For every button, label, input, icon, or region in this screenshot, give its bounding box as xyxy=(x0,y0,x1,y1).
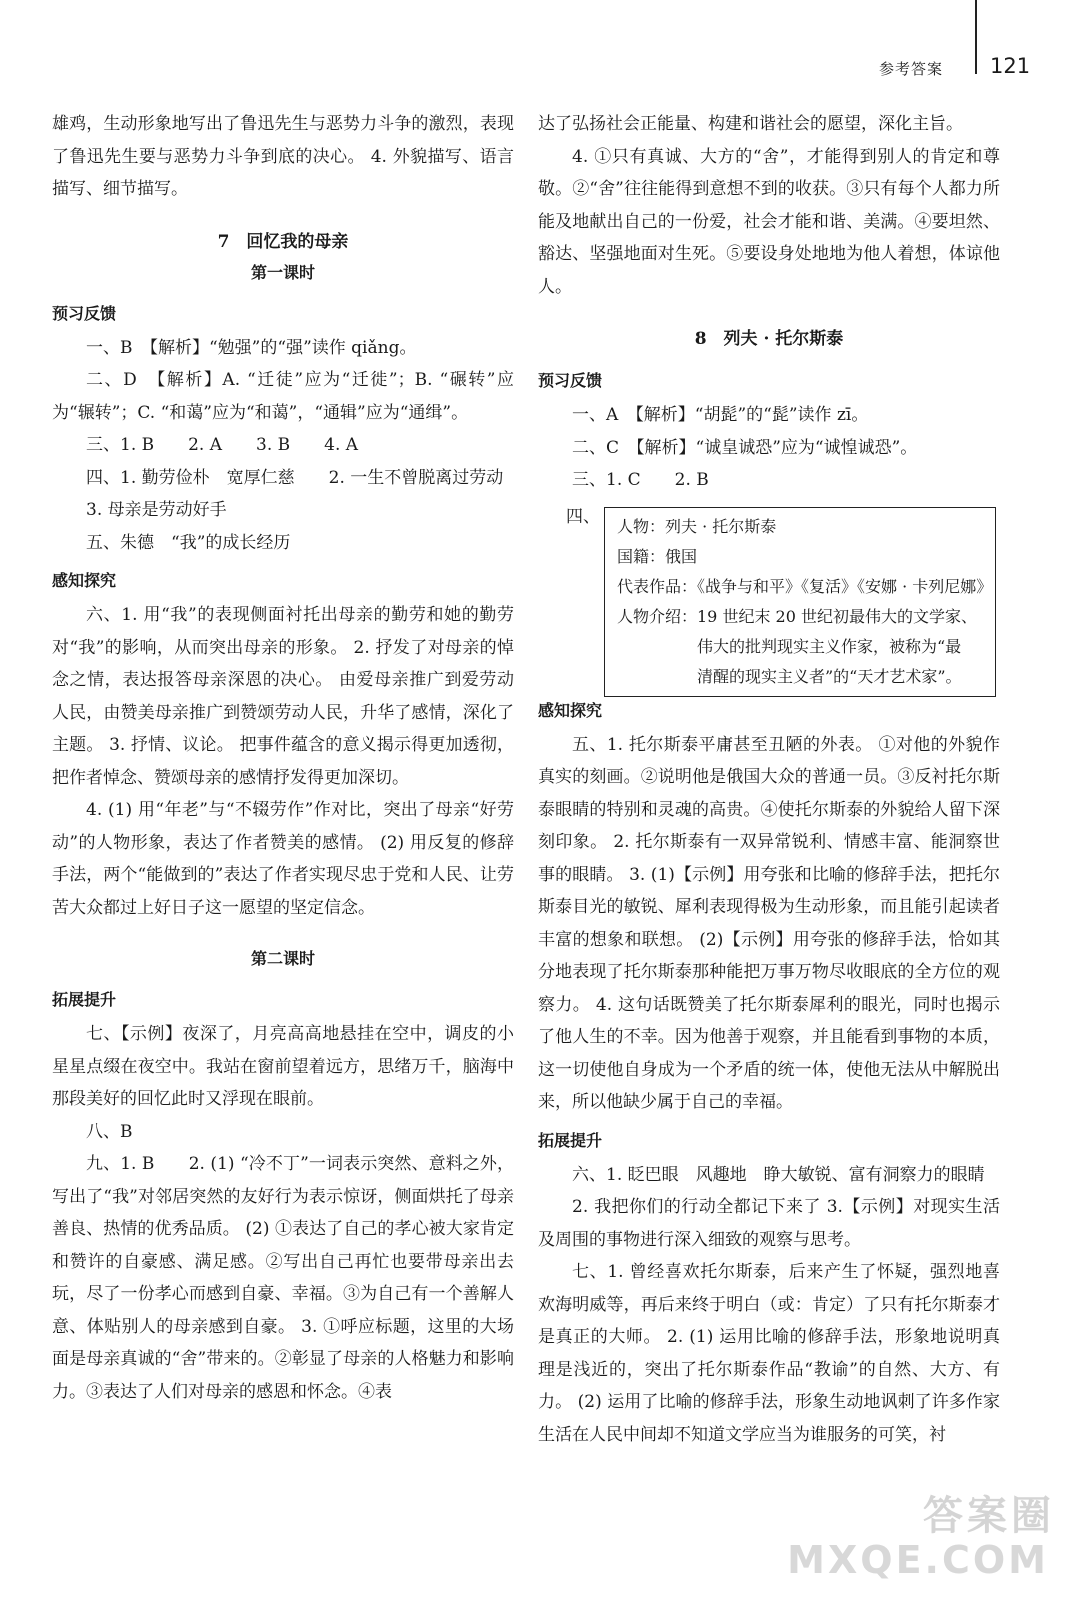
answer-item: 4. ①只有真诚、大方的“舍”，才能得到别人的肯定和尊敬。②“舍”往往能得到意想不到的收获。③只有每个人都力所能及地献出自己的一份爱，社会才能和谐、美满。④要坦然、豁达、坚强地面对生死。⑤要设身处地地为他人着想，体谅他人。 xyxy=(538,146,1000,297)
left-column xyxy=(52,108,514,1408)
answer-item: 七、1. 曾经喜欢托尔斯泰，后来产生了怀疑，强烈地喜欢海明威等，再后来终于明白（或：肯定）了只有托尔斯泰才是真正的大师。 2. (1) 运用比喻的修辞手法，形象地说明真理是浅近的，突出了托尔斯泰作品“教谕”的自然、大方、有力。 (2) 运用了比喻的修辞手法，形象生动地讽刺了许多作家生活在人民中间却不知道文学应当为谁服务的可笑，衬 xyxy=(538,1262,1000,1445)
page-number: 121 xyxy=(990,54,1031,78)
info-box-wrapper xyxy=(538,499,1000,687)
answer-item: 五、1. 托尔斯泰平庸甚至丑陋的外表。 ①对他的外貌作真实的刻画。②说明他是俄国大众的普通一员。③反衬托尔斯泰眼睛的特别和灵魂的高贵。④使托尔斯泰的外貌给人留下深刻印象。 2. 托尔斯泰有一双异常锐利、情感丰富、能洞察世事的眼睛。 3. (1)【示例】用夸张和比喻的修辞手法，把托尔斯泰目光的敏锐、犀利表现得极为生动形象，而且能引起读者丰富的想象和联想。 (2)【示例】用夸张的修辞手法，恰如其分地表现了托尔斯泰那种能把万事万物尽收眼底的全方位的观察力。 4. 这句话既赞美了托尔斯泰犀利的眼光，同时也揭示了他人生的不幸。因为他善于观察，并且能看到事物的本质，这一切使他自身成为一个矛盾的统一体，使他无法从中解脱出来，所以他缺少属于自己的幸福。 xyxy=(538,734,1000,1112)
answer-item: 二、D 【解析】A. “迁徒”应为“迁徙”；B. “碾转”应为“辗转”；C. “和蔼”应为“和蔼”，“通辑”应为“通缉”。 xyxy=(52,370,514,423)
box-nationality: 国籍：俄国 xyxy=(617,546,698,566)
tolstoy-info-box xyxy=(604,507,996,697)
second-period-heading: 第二课时 xyxy=(250,949,315,968)
paragraph: 雄鸡，生动形象地写出了鲁迅先生与恶势力斗争的激烈，表现了鲁迅先生要与恶势力斗争到底的决心。 4. 外貌描写、语言描写、细节描写。 xyxy=(52,114,514,199)
box-person: 人物：列夫 · 托尔斯泰 xyxy=(617,516,777,536)
page-header xyxy=(0,0,1083,100)
answer-item: 三、1. C 2. B xyxy=(572,470,709,490)
answer-item: 二、C 【解析】“诚皇诚恐”应为“诚惶诚恐”。 xyxy=(572,437,918,458)
answer-item: 五、朱德 “我”的成长经历 xyxy=(86,532,291,553)
section-heading-explore: 感知探究 xyxy=(538,700,603,720)
box-intro: 清醒的现实主义者”的“天才艺术家”。 xyxy=(697,666,962,686)
answer-item: 2. 我把你们的行动全都记下来了 3.【示例】对现实生活及周围的事物进行深入细致的观察与思考。 xyxy=(538,1197,1000,1250)
right-column xyxy=(538,108,1000,1451)
answer-item: 九、1. B 2. (1) “冷不丁”一词表示突然、意料之外，写出了“我”对邻居突然的友好行为表示惊讶，侧面烘托了母亲善良、热情的优秀品质。 (2) ①表达了自己的孝心被大家肯定和赞许的自豪感、满足感。②写出自己再忙也要带母亲出去玩，尽了一份孝心而感到自豪、幸福。③为自己有一个善解人意、体贴别人的母亲感到自豪。 3. ①呼应标题，这里的大场面是母亲真诚的“舍”带来的。②彰显了母亲的人格魅力和影响力。③表达了人们对母亲的感恩和怀念。④表 xyxy=(52,1154,514,1402)
section-heading-preview: 预习反馈 xyxy=(52,303,117,323)
answer-item: 四、1. 勤劳俭朴 宽厚仁慈 2. 一生不曾脱离过劳动 xyxy=(86,467,504,488)
box-works: 代表作品：《战争与和平》《复活》《安娜 · 卡列尼娜》 xyxy=(617,576,993,596)
box-label: 四、 xyxy=(566,506,600,527)
answer-item: 一、B 【解析】“勉强”的“强”读作 qiǎng。 xyxy=(86,337,417,358)
box-intro: 人物介绍：19 世纪末 20 世纪初最伟大的文学家、 xyxy=(617,606,977,626)
lesson-8-title: 8 列夫 · 托尔斯泰 xyxy=(694,329,844,349)
section-heading-extend: 拓展提升 xyxy=(52,990,117,1009)
answer-item: 一、A 【解析】“胡髭”的“髭”读作 zī。 xyxy=(572,405,869,425)
header-divider xyxy=(975,0,977,74)
section-heading-explore: 感知探究 xyxy=(52,571,117,590)
header-title: 参考答案 xyxy=(878,60,943,78)
watermark-logo xyxy=(787,1476,1063,1586)
lesson-7-title: 7 回忆我的母亲 xyxy=(217,231,349,252)
box-intro: 伟大的批判现实主义作家，被称为“最 xyxy=(697,636,962,656)
answer-item: 八、B xyxy=(86,1121,133,1142)
paragraph: 达了弘扬社会正能量、构建和谐社会的愿望，深化主旨。 xyxy=(538,114,963,134)
section-heading-extend: 拓展提升 xyxy=(538,1130,603,1150)
answer-item: 三、1. B 2. A 3. B 4. A xyxy=(86,435,359,455)
first-period-heading: 第一课时 xyxy=(250,262,315,282)
answer-item: 六、1. 用“我”的表现侧面衬托出母亲的勤劳和她的勤劳对“我”的影响，从而突出母亲的形象。 2. 抒发了对母亲的悼念之情，表达报答母亲深恩的决心。 由爱母亲推广到爱劳动人民，由赞美母亲推广到赞颂劳动人民，升华了感情，深化了主题。 3. 抒情、议论。 把事件蕴含的意义揭示得更加透彻，把作者悼念、赞颂母亲的感情抒发得更加深切。 xyxy=(52,605,514,788)
answer-item: 七、【示例】夜深了，月亮高高地悬挂在空中，调皮的小星星点缀在夜空中。我站在窗前望着远方，思绪万千，脑海中那段美好的回忆此时又浮现在眼前。 xyxy=(52,1024,514,1109)
answer-item: 4. (1) 用“年老”与“不辍劳作”作对比，突出了母亲“好劳动”的人物形象，表达了作者赞美的感情。 (2) 用反复的修辞手法，两个“能做到的”表达了作者实现尽忠于党和人民、让劳苦大众都过上好日子这一愿望的坚定信念。 xyxy=(52,800,514,918)
answer-item: 六、1. 眨巴眼 风趣地 睁大敏锐、富有洞察力的眼睛 xyxy=(572,1164,985,1185)
section-heading-preview: 预习反馈 xyxy=(538,371,603,390)
watermark-text: 答案圈 xyxy=(923,1493,1055,1539)
watermark-url: MXQE.COM xyxy=(787,1538,1049,1582)
answer-item: 3. 母亲是劳动好手 xyxy=(86,500,227,520)
